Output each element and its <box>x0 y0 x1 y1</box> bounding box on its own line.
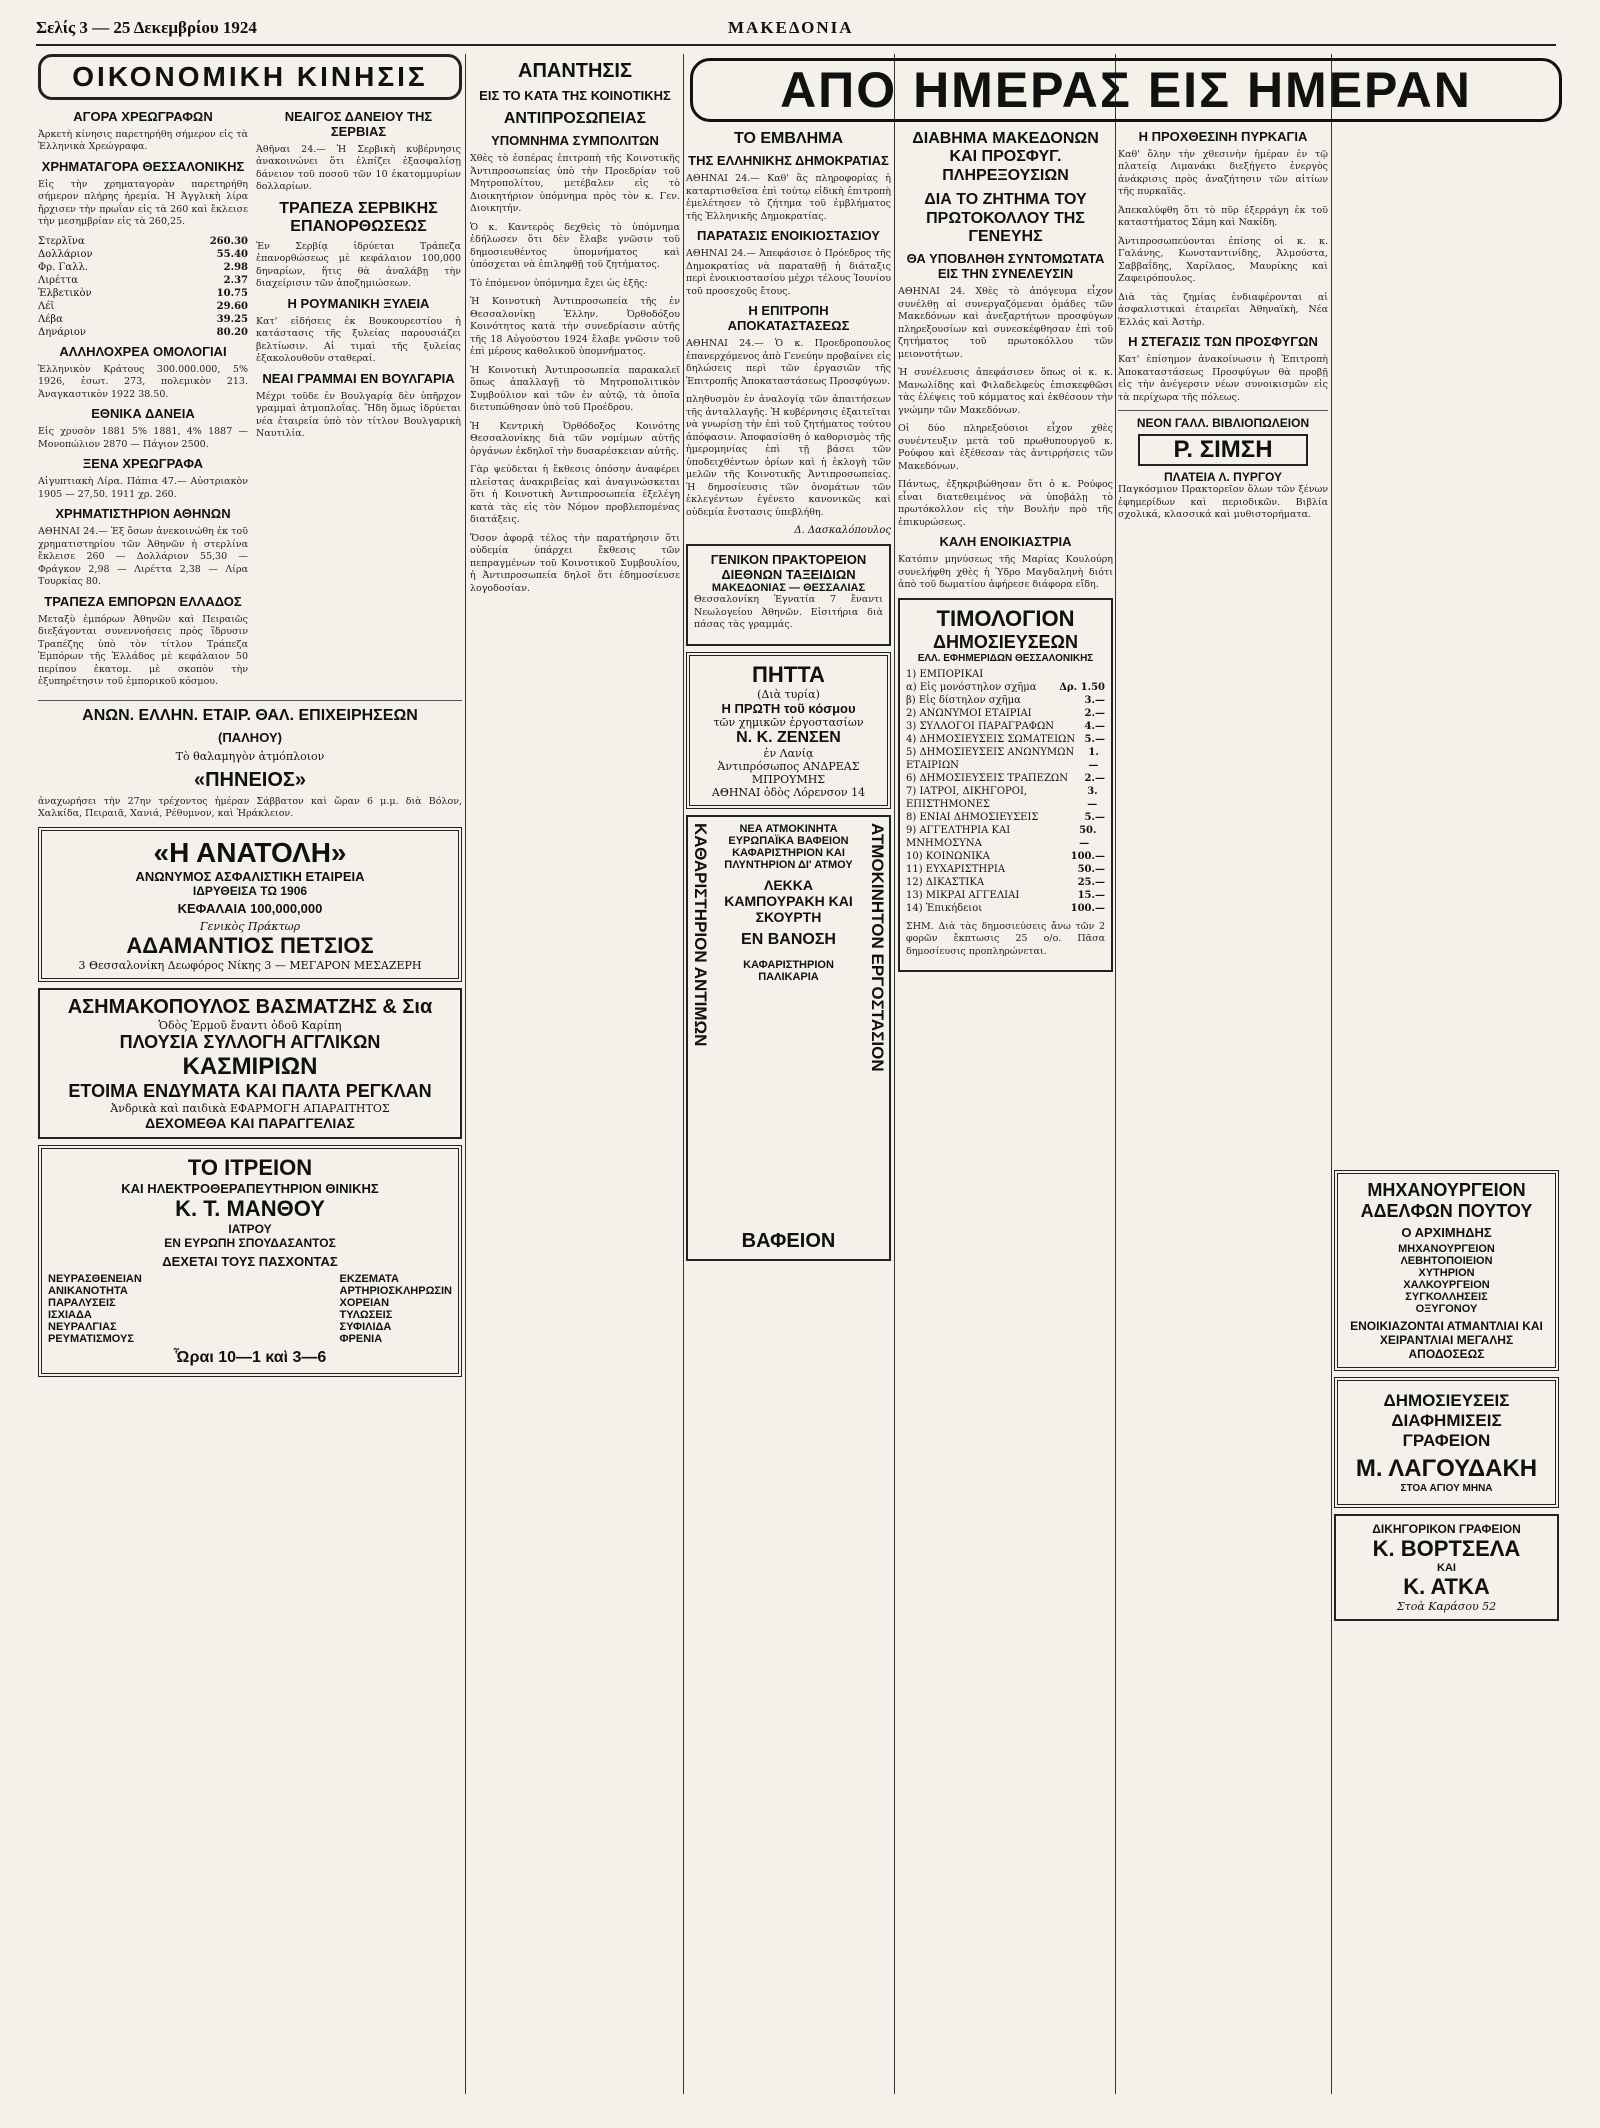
ad-subtitle: ΜΑΚΕΔΟΝΙΑΣ — ΘΕΣΣΑΛΙΑΣ <box>711 582 866 595</box>
tariff-row: α) Εἰς μονόστηλον σχῆμα Δρ. 1.50 <box>906 681 1105 693</box>
article-headline: Η ΕΠΙΤΡΟΠΗ ΑΠΟΚΑΤΑΣΤΑΣΕΩΣ <box>727 303 850 334</box>
article-subheading: ΕΙΣ ΤΟ ΚΑΤΑ ΤΗΣ ΚΟΙΝΟΤΙΚΗΣ <box>479 88 671 103</box>
ad-subtitle: (Διὰ τυρία) <box>757 687 820 701</box>
doctor-name: Κ. Τ. ΜΑΝΘΟΥ <box>175 1195 325 1221</box>
ad-text: ΚΑΦΑΡΙΣΤΗΡΙΟΝ ΠΑΛΙΚΑΡΙΑ <box>743 958 834 983</box>
issue-info: Σελίς 3 — 25 Δεκεμβρίου 1924 <box>36 18 257 37</box>
tariff-row: 1) ΕΜΠΟΡΙΚΑΙ <box>906 668 984 680</box>
column-divider <box>683 54 684 2094</box>
article-text: Χθὲς τὸ ἑσπέρας ἐπιτροπὴ τῆς Κοινοτικῆς Ἀντιπροσωπείας ὑπὸ τὴν Προεδρίαν τοῦ Μητροπολίτου, μετέβαλεν εἰς τὸ Διοικητήριον ὑπόμνημα πρὸς τὸν κ. Γεν. Διοικητήν. <box>470 153 680 215</box>
service-item: ΧΥΤΗΡΙΟΝ <box>1418 1267 1475 1279</box>
office-hours: Ὧραι 10—1 καὶ 3—6 <box>173 1348 327 1366</box>
article-text: Γὰρ ψεύδεται ἡ ἔκθεσις ὁπόσην ἀναφέρει πλείστας ἀνακριβείας καὶ ἀναγινώσκεται ὅτι ἡ Κοινοτικὴ Ἀντιπροσωπεία ἐξελέγη κατὰ τὰς εἰς τὸν Νόμον προβλεπομένας διατάξεις. <box>470 464 680 526</box>
section-heading: ΑΛΛΗΛΟΧΡΕΑ ΟΜΟΛΟΓΙΑΙ <box>59 343 227 359</box>
article-text: Ἑλληνικὸν Κράτους 300.000.000, 5% 1926, ἐσωτ. 273, πολεμικὸν 213. Ἀναγκαστικὸν 1922 38.50. <box>38 363 248 400</box>
article-text: Κατόπιν μηνύσεως τῆς Μαρίας Κουλούρη συνελήφθη χθὲς ἡ Ὑδρο Μαγδαληνὴ διότι ἀπὸ τοῦ δωματίου ἀφήρεσε διάφορα εἴδη. <box>898 554 1113 591</box>
ad-agent-name: ΑΔΑΜΑΝΤΙΟΣ ΠΕΤΣΙΟΣ <box>126 932 374 958</box>
lead-headline: ΔΙΑ ΤΟ ΖΗΤΗΜΑ ΤΟΥ ΠΡΩΤΟΚΟΛΛΟΥ ΤΗΣ ΓΕΝΕΥΗΣ <box>924 191 1087 245</box>
newspaper-name: ΜΑΚΕΔΟΝΙΑ <box>728 18 854 37</box>
ad-title: ΝΕΟΝ ΓΑΛΛ. ΒΙΒΛΙΟΠΩΛΕΙΟΝ <box>1136 416 1310 431</box>
article-text: Εἰς χρυσὸν 1881 5% 1881, 4% 1887 — Μονοπώλιον 2870 — Πάγιον 2500. <box>38 426 248 450</box>
ad-name: Ρ. ΣΙΜΣΗ <box>1138 434 1308 466</box>
rate-row: Δολλάριον 55.40 <box>38 248 248 260</box>
article-text: Ἀπεκαλύφθη ὅτι τὸ πῦρ ἐξερράγη ἐκ τοῦ καταστήματος Σάμη καὶ Νακίδη. <box>1118 204 1328 229</box>
article-headline: ΑΠΑΝΤΗΣΙΣ <box>518 60 632 82</box>
ad-year: ΙΔΡΥΘΕΙΣΑ ΤΩ 1906 <box>192 883 308 898</box>
service-item: ΧΑΛΚΟΥΡΓΕΙΟΝ <box>1403 1279 1490 1291</box>
tariff-row: 12) ΔΙΚΑΣΤΙΚΑ 25.— <box>906 876 1105 888</box>
rate-row: Λέϊ 29.60 <box>38 300 248 312</box>
condition-item: ΝΕΥΡΑΣΘΕΝΕΙΑΝ <box>48 1272 142 1285</box>
day-to-day-banner: ΑΠΟ ΗΜΕΡΑΣ ΕΙΣ ΗΜΕΡΑΝ <box>690 58 1562 122</box>
article-text: Εἰς τὴν χρηματαγορὰν παρετηρήθη σήμερον πλήρης ἠρεμία. Ἡ Ἀγγλικὴ λίρα ἤρχισεν τὴν πρωΐαν εἰς τὰ 260 καὶ ἔκλεισε τὴν μεσημβρίαν εἰς τὰ 260,25. <box>38 178 248 228</box>
ad-name: Μ. ΛΑΓΟΥΔΑΚΗ <box>1355 1455 1538 1482</box>
service-item: ΟΞΥΓΟΝΟΥ <box>1415 1303 1478 1315</box>
ad-text: ΝΕΑ ΑΤΜΟΚΙΝΗΤΑ ΕΥΡΩΠΑΪΚΑ ΒΑΦΕΙΟΝ ΚΑΦΑΡΙΣΤΗΡΙΟΝ ΚΑΙ ΠΛΥΝΤΗΡΙΟΝ ΔΙ' ΑΤΜΟΥ <box>724 822 853 871</box>
tariff-row: 10) ΚΟΙΝΩΝΙΚΑ 100.— <box>906 850 1105 862</box>
lawyer-name: Κ. ΒΟΡΤΣΕΛΑ <box>1372 1536 1521 1561</box>
ad-clinic <box>38 1145 462 1377</box>
economic-section-title: ΟΙΚΟΝΟΜΙΚΗ ΚΙΝΗΣΙΣ <box>38 54 462 100</box>
section-heading: ΤΡΑΠΕΖΑ ΣΕΡΒΙΚΗΣ ΕΠΑΝΟΡΘΩΣΕΩΣ <box>279 199 438 236</box>
article-subheading: ΑΝΤΙΠΡΟΣΩΠΕΙΑΣ <box>503 109 647 127</box>
tariff-row: 13) ΜΙΚΡΑΙ ΑΓΓΕΛΙΑΙ 15.— <box>906 889 1105 901</box>
article-text: Ἡ συνέλευσις ἀπεφάσισεν ὅπως οἱ κ. κ. Μανωλίδης καὶ Φιλαδελφεὺς ἐπισκεφθῶσι τὰς ἐλέψεις τοῦ κόμματος καὶ ἐκθέσουν τὴν γνώμην τῶν Μακεδόνων. <box>898 367 1113 416</box>
section-heading: ΧΡΗΜΑΤΑΓΟΡΑ ΘΕΣΣΑΛΟΝΙΚΗΣ <box>41 158 245 174</box>
article-text: Ἀντιπροσωπεύονται ἐπίσης οἱ κ. κ. Γαλάνης, Κωνσταντινίδης, Ἀλμούστα, Σαββαΐδης, Χαρίλαος, Μαυρίκης καὶ Ζαφειρόπουλος. <box>1118 235 1328 285</box>
rates-list <box>38 235 248 339</box>
ad-footer: ΒΑΦΕΙΟΝ <box>741 1229 836 1252</box>
ad-subtitle: ΔΙΑΦΗΜΙΣΕΙΣ <box>1391 1411 1502 1430</box>
ad-insurance <box>38 827 462 982</box>
ad-text: Τὸ θαλαμηγὸν ἀτμόπλοιον <box>175 749 325 763</box>
article-text: Ἀρκετὴ κίνησις παρετηρήθη σήμερον εἰς τὰ Ἑλληνικὰ Χρεώγραφα. <box>38 128 248 153</box>
article-headline: Η ΣΤΕΓΑΣΙΣ ΤΩΝ ΠΡΟΣΦΥΓΩΝ <box>1128 334 1318 350</box>
ads-column <box>1334 1164 1559 2094</box>
tariff-row: 7) ΙΑΤΡΟΙ, ΔΙΚΗΓΟΡΟΙ, ΕΠΙΣΤΗΜΟΝΕΣ 3.— <box>906 785 1098 810</box>
ad-text: Ὁδὸς Ἑρμοῦ ἔναντι ὁδοῦ Καρίπη <box>158 1018 342 1032</box>
article-text: Διὰ τὰς ζημίας ἐνδιαφέρονται αἱ ἀσφαλιστικαὶ ἑταιρεῖαι Ἀθηναϊκὴ, Νέα Ἑλλάς καὶ Ἀστὴρ. <box>1118 291 1328 328</box>
local-news-column <box>1118 124 1328 2094</box>
article-text: Ἡ Κεντρικὴ Ὀρθόδοξος Κοινότης Θεσσαλονίκης διὰ τῶν νομίμων αὐτῆς ὀργάνων ἐκδηλοῖ τὴν δυσαρέσκειαν αὐτῆς. <box>470 420 680 457</box>
rate-row: Στερλῖνα 260.30 <box>38 235 248 247</box>
ad-text: ΚΑΙ <box>1437 1562 1456 1574</box>
article-subheading: ΤΗΣ ΕΛΛΗΝΙΚΗΣ ΔΗΜΟΚΡΑΤΙΑΣ <box>688 153 889 169</box>
column-divider <box>465 54 466 2094</box>
article-subheading: ΥΠΟΜΝΗΜΑ ΣΥΜΠΟΛΙΤΩΝ <box>491 133 659 149</box>
article-text: Μέχρι τοῦδε ἐν Βουλγαρίᾳ δὲν ὑπῆρχον γραμμαὶ ἀτμοπλοΐας. Ἤδη ὅμως ἱδρύεται νέα ἑταιρεία ὑπὸ τὸν τίτλον Βουλγαρικὴ Ναυτιλία. <box>256 390 461 440</box>
article-text: Ἀθῆναι 24.— Ἡ Σερβικὴ κυβέρνησις ἀνακοινώνει ὅτι ἐλπίζει ἐξασφαλίσῃ δάνειον τοῦ ποσοῦ τῶν 10 ἑκατομμυρίων δολλαρίων. <box>256 143 461 193</box>
rate-row: Δηνάριον 80.20 <box>38 326 248 338</box>
ad-text: Ο ΑΡΧΙΜΗΔΗΣ <box>1401 1225 1492 1240</box>
ad-subtitle: ΑΝΩΝΥΜΟΣ ΑΣΦΑΛΙΣΤΙΚΗ ΕΤΑΙΡΕΙΑ <box>135 868 365 884</box>
condition-item: ΠΑΡΑΛΥΣΕΙΣ <box>48 1296 116 1309</box>
ad-text: Ἀνδρικὰ καὶ παιδικὰ ΕΦΑΡΜΟΓΗ ΑΠΑΡΑΙΤΗΤΟΣ <box>110 1101 390 1115</box>
ad-text: ΚΑΣΜΙΡΙΩΝ <box>182 1052 318 1080</box>
tariff-row: 14) Ἐπικήδειοι 100.— <box>906 902 1105 914</box>
tariff-row: 5) ΔΗΜΟΣΙΕΥΣΕΙΣ ΑΝΩΝΥΜΩΝ ΕΤΑΙΡΙΩΝ 1.— <box>906 746 1099 771</box>
ad-text: ἐν Λανίᾳ <box>763 746 814 760</box>
ad-label: Γενικὸς Πράκτωρ <box>199 919 301 933</box>
ad-text: Ἀντιπρόσωπος ΑΝΔΡΕΑΣ ΜΠΡΟΥΜΗΣ <box>717 759 860 786</box>
tariff-title: ΤΙΜΟΛΟΓΙΟΝ <box>936 605 1075 631</box>
ad-text: ΑΘΗΝΑΙ ὁδὸς Λόρενσον 14 <box>711 785 866 799</box>
ad-address: ΠΛΑΤΕΙΑ Λ. ΠΥΡΓΟΥ <box>1163 470 1283 485</box>
divider <box>1118 410 1328 411</box>
ad-text: ΕΝ ΕΥΡΩΠΗ ΣΠΟΥΔΑΣΑΝΤΟΣ <box>164 1235 336 1250</box>
ad-clothing <box>38 988 462 1139</box>
section-heading: ΤΡΑΠΕΖΑ ΕΜΠΟΡΩΝ ΕΛΛΑΔΟΣ <box>44 593 242 609</box>
ad-law-office <box>1334 1514 1559 1621</box>
ad-vertical-text: ΚΑΘΑΡΙΣΤΗΡΙΟΝ ΑΝΤΙΜΩΝ <box>691 822 710 1047</box>
ad-title: ΓΕΝΙΚΟΝ ΠΡΑΚΤΟΡΕΙΟΝ <box>710 552 867 568</box>
article-text: Καθ' ὅλην τὴν χθεσινὴν ἡμέραν ἐν τῷ πλατείᾳ Λιμανάκι διεξήγετο ἐνεργὸς ἀνάκρισις πρὸς ἀναζήτησιν τῶν αἰτίων τῆς πυρκαϊᾶς. <box>1118 148 1328 198</box>
ad-capital: ΚΕΦΑΛΑΙΑ 100,000,000 <box>177 900 323 916</box>
condition-item: ΣΥΦΙΛΙΔΑ <box>339 1320 392 1333</box>
ad-travel-agency <box>686 544 891 646</box>
ad-text: ἀναχωρήσει τὴν 27ην τρέχοντος ἡμέραν Σάββατον καὶ ὥραν 6 μ.μ. διὰ Βόλον, Χαλκίδα, Πειραιᾶ, Χανιά, Ρέθυμνον, καὶ Ἡράκλειον. <box>38 795 462 820</box>
lawyer-name: Κ. ΑΤΚΑ <box>1403 1574 1490 1599</box>
section-heading: ΕΘΝΙΚΑ ΔΑΝΕΙΑ <box>91 406 195 422</box>
ad-text: ΕΤΟΙΜΑ ΕΝΔΥΜΑΤΑ ΚΑΙ ΠΑΛΤΑ ΡΕΓΚΛΑΝ <box>68 1080 432 1101</box>
rate-row: Ἐλβετικὸν 10.75 <box>38 287 248 299</box>
service-item: ΛΕΒΗΤΟΠΟΙΕΙΟΝ <box>1400 1255 1493 1267</box>
condition-item: ΕΚΖΕΜΑΤΑ <box>339 1272 399 1285</box>
section-heading: Η ΡΟΥΜΑΝΙΚΗ ΞΥΛΕΙΑ <box>287 295 430 311</box>
section-heading: ΧΡΗΜΑΤΙΣΤΗΡΙΟΝ ΑΘΗΝΩΝ <box>55 506 231 522</box>
article-text: Ὁ κ. Καντερὸς δεχθεὶς τὸ ὑπόμνημα ἐδήλωσεν ὅτι δὲν ἔλαβε γνῶσιν τοῦ δημοσιευθέντος ὑπομνήματος καὶ ὑπόσχεται νὰ ἐπιληφθῇ τοῦ ζητήματος. <box>470 221 680 271</box>
lead-story-column <box>898 124 1113 2094</box>
ad-subtitle: ΓΡΑΦΕΙΟΝ <box>1402 1431 1491 1450</box>
ad-title: ΔΗΜΟΣΙΕΥΣΕΙΣ <box>1383 1391 1510 1410</box>
masthead-rule <box>36 44 1556 46</box>
ad-title: ΤΟ ΙΤΡΕΙΟΝ <box>187 1154 313 1180</box>
article-text: πληθυσμὸν ἐν ἀναλογίᾳ τῶν ἀπαιτήσεων τῆς ἀνταλλαγῆς. Ἡ κυβέρνησις ἐξαιτεῖται νὰ γνωρίσῃ τὴν ἐπὶ τοῦ ζητήματος τούτου ἀπόφασιν. Ἀποφασίσθη ὁ καθορισμὸς τῆς ἡμερομηνίας ἐπὶ τῇ βάσει τῶν ὑποδειχθέντων ὁρίων καὶ ἡ ἐκλογὴ τῶν μελῶν τῆς Κοινοτικῆς Ἀντιπροσωπείας. Ἡ δημοσίευσις τῶν ὀνομάτων τῶν ἐκλεγέντων ἐγένετο κανονικῶς καὶ οὐδεμία ἔνστασις ὑπεβλήθη. <box>686 394 891 518</box>
ad-subtitle: ΕΝ ΒΑΝΟΣΗ <box>741 930 836 948</box>
tariff-subtitle: ΔΗΜΟΣΙΕΥΣΕΩΝ <box>933 631 1078 652</box>
condition-item: ΑΡΤΗΡΙΟΣΚΛΗΡΩΣΙΝ <box>339 1284 452 1297</box>
section-heading: ΝΕΑΙ ΓΡΑΜΜΑΙ ΕΝ ΒΟΥΛΓΑΡΙΑ <box>262 370 455 386</box>
ad-address: 3 Θεσσαλονίκη Δεωφόρος Νίκης 3 — ΜΕΓΑΡΟΝ ΜΕΣΑΖΕΡΗ <box>78 958 422 972</box>
article-text: Ὅσον ἀφορᾷ τέλος τὴν παρατήρησιν ὅτι οὐδεμία ὑπάρχει ἔκθεσις τῶν πεπραγμένων τοῦ Κοινοτικοῦ Συμβουλίου, ἡ Ἀντιπροσωπεία δηλοῖ ὅτι ἐδημοσίευσε λογοδοσίαν. <box>470 532 680 594</box>
ad-bookshop <box>1118 416 1328 522</box>
ad-subtitle: ΔΙΕΘΝΩΝ ΤΑΞΕΙΔΙΩΝ <box>721 567 856 583</box>
tariff-row: 6) ΔΗΜΟΣΙΕΥΣΕΙΣ ΤΡΑΠΕΖΩΝ 2.— <box>906 772 1105 784</box>
article-headline: ΤΟ ΕΜΒΛΗΜΑ <box>733 130 844 147</box>
reply-column <box>470 54 680 2094</box>
ad-text: Η ΠΡΩΤΗ τοῦ κόσμου <box>721 700 856 716</box>
conditions-list <box>48 1273 452 1345</box>
article-text: ΑΘΗΝΑΙ 24.— Ὁ κ. Προεδροπουλος ἐπανερχόμενος ἀπὸ Γενεύην προβαίνει εἰς δηλώσεις περὶ τῶν ἐργασιῶν τῆς Ἐπιτροπῆς Ἀποκαταστάσεως Προσφύγων. <box>686 338 891 387</box>
article-headline: Η ΠΡΟΧΘΕΣΙΝΗ ΠΥΡΚΑΓΙΑ <box>1138 129 1308 144</box>
column-divider <box>894 54 895 2094</box>
article-text: Ἡ Κοινοτικὴ Ἀντιπροσωπεία παρακαλεῖ ὅπως ἀπαλλαγῇ τὸ Μητροπολιτικὸν Συμβούλιον καὶ τῶν ἐν αὐτῷ, τὰ ὁποῖα διετυπώθησαν ὑπὸ τοῦ Προέδρου. <box>470 364 680 414</box>
ad-subtitle: (ΠΑΛΗΟΥ) <box>218 729 282 745</box>
section-heading: ΝΕΑΙΓΟΣ ΔΑΝΕΙΟΥ ΤΗΣ ΣΕΡΒΙΑΣ <box>284 109 433 139</box>
tariff-row: 9) ΑΓΓΕΛΤΗΡΙΑ ΚΑΙ ΜΝΗΜΟΣΥΝΑ 50.— <box>906 824 1097 849</box>
condition-item: ΦΡΕΝΙΑ <box>339 1332 383 1345</box>
divider <box>38 700 462 701</box>
ad-machine-shop <box>1334 1170 1559 1371</box>
ad-text: ΔΕΧΟΜΕΘΑ ΚΑΙ ΠΑΡΑΓΓΕΛΙΑΣ <box>145 1114 355 1131</box>
ad-footer: ΕΝΟΙΚΙΑΖΟΝΤΑΙ ΑΤΜΑΝΤΛΙΑΙ ΚΑΙ ΧΕΙΡΑΝΤΛΙΑΙ ΜΕΓΑΛΗΣ ΑΠΟΔΟΣΕΩΣ <box>1350 1319 1543 1361</box>
economic-column <box>38 54 462 2094</box>
rate-row: Λέβα 39.25 <box>38 313 248 325</box>
newspaper-page <box>18 14 1578 2094</box>
tariff-row: 4) ΔΗΜΟΣΙΕΥΣΕΙΣ ΣΩΜΑΤΕΙΩΝ 5.— <box>906 733 1105 745</box>
tariff-row: 2) ΑΝΩΝΥΜΟΙ ΕΤΑΙΡΙΑΙ 2.— <box>906 707 1105 719</box>
condition-item: ΙΣΧΙΑΔΑ <box>48 1308 92 1321</box>
ad-cleaners <box>686 815 891 1261</box>
ad-title: ΑΝΩΝ. ΕΛΛΗΝ. ΕΤΑΙΡ. ΘΑΛ. ΕΠΙΧΕΙΡΗΣΕΩΝ <box>82 706 418 724</box>
article-text: ΑΘΗΝΑΙ 24.— Καθ' ἃς πληροφορίας ἡ καταρτισθεῖσα ἐπὶ τούτῳ εἰδικὴ ἐπιτροπὴ ἐμελέτησεν τὸ ζήτημα τοῦ ἐμβλήματος τῆς Ἑλληνικῆς Δημοκρατίας. <box>686 173 891 222</box>
ad-text: ΔΕΧΕΤΑΙ ΤΟΥΣ ΠΑΣΧΟΝΤΑΣ <box>162 1253 338 1269</box>
article-text: Αἰγυπτιακὴ Λίρα. Πάπια 47.— Αὐστριακὸν 1905 — 27,50. 1911 χρ. 260. <box>38 476 248 500</box>
ad-text: Παγκόσμιον Πρακτορεῖον ὅλων τῶν ξένων ἐφημερίδων καὶ περιοδικῶν. Βιβλία σχολικά, κλασσικά καὶ μυθιστορήματα. <box>1118 484 1328 521</box>
ad-subtitle: ΚΑΙ ΗΛΕΚΤΡΟΘΕΡΑΠΕΥΤΗΡΙΟΝ ΘΙΝΙΚΗΣ <box>121 1180 379 1196</box>
condition-item: ΧΟΡΕΙΑΝ <box>339 1296 390 1309</box>
condition-item: ΤΥΛΩΣΕΙΣ <box>339 1308 393 1321</box>
ad-title: ΜΗΧΑΝΟΥΡΓΕΙΟΝ <box>1367 1180 1526 1200</box>
article-headline: ΚΑΛΗ ΕΝΟΙΚΙΑΣΤΡΙΑ <box>939 534 1072 550</box>
tariff-row: β) Εἰς δίστηλον σχῆμα 3.— <box>906 694 1105 706</box>
ad-text: Ν. Κ. ΖΕΝΣΕΝ <box>736 728 841 746</box>
condition-item: ΑΝΙΚΑΝΟΤΗΤΑ <box>48 1284 128 1297</box>
ad-text: ΙΑΤΡΟΥ <box>228 1221 272 1236</box>
ad-title: ΔΙΚΗΓΟΡΙΚΟΝ ΓΡΑΦΕΙΟΝ <box>1372 1522 1521 1536</box>
rate-row: Φρ. Γαλλ. 2.98 <box>38 261 248 273</box>
ad-text: Θεσσαλονίκη Ἐγνατία 7 ἔναντι Νεωλογείου Ἀθηνῶν. Εἰσιτήρια διὰ πάσας τὰς γραμμάς. <box>694 594 883 631</box>
ad-vertical-text: ΑΤΜΟΚΙΝΗΤΟΝ ΕΡΓΟΣΤΑΣΙΟΝ <box>868 822 887 1072</box>
article-text: ΑΘΗΝΑΙ 24. Χθὲς τὸ ἀπόγευμα εἶχον συνέλθῃ αἱ συνεργαζόμεναι ὁμάδες τῶν Μακεδόνων καὶ ἀνεξαρτήτων προσφύγων πληρεξουσίων καὶ συνεσκέφθησαν ἐπὶ τοῦ ζητήματος τοῦ πρωτοκόλλου τῶν μειονοτήτων. <box>898 286 1113 360</box>
column-divider <box>1115 54 1116 2094</box>
ad-advertising-office <box>1334 1377 1559 1508</box>
tariff-row: 3) ΣΥΛΛΟΓΟΙ ΠΑΡΑΓΡΑΦΩΝ 4.— <box>906 720 1105 732</box>
article-text: Πάντως, ἐξηκριβώθησαν ὅτι ὁ κ. Ρούφος εἶναι διατεθειμένος νὰ ὑποβάλῃ τὸ πρωτόκολλον εἰς τὴν Βουλήν πρὸ τῆς ἐπικυρώσεως. <box>898 479 1113 528</box>
article-text: ΑΘΗΝΑΙ 24.— Ἐξ ὅσων ἀνεκοινώθη ἐκ τοῦ χρηματιστηρίου τῶν Ἀθηνῶν ἡ στερλίνα ἔκλεισε 260 — Δολλάριον 55,30 — Φράγκον 2,98 — Λιρέττα 2,38 — Λίρα Τουρκίας 80. <box>38 526 248 588</box>
article-text: Τὸ ἐπόμενον ὑπόμνημα ἔχει ὡς ἑξῆς: <box>470 277 648 289</box>
service-item: ΜΗΧΑΝΟΥΡΓΕΙΟΝ <box>1398 1243 1495 1255</box>
tariff-subtitle: ΕΛΛ. ΕΦΗΜΕΡΙΔΩΝ ΘΕΣΣΑΛΟΝΙΚΗΣ <box>917 652 1094 664</box>
signature: Δ. Δασκαλόπουλος <box>794 525 891 537</box>
article-text: Ἐν Σερβίᾳ ἱδρύεται Τράπεζα ἐπανορθώσεως μὲ κεφάλαιον 100,000 δηναρίων, ἥτις θὰ ἀναλάβῃ τὴν διαχείρισιν τῶν ἀποζημιώσεων. <box>256 240 461 290</box>
ad-title: ΛΕΚΚΑ ΚΑΜΠΟΥΡΑΚΗ ΚΑΙ ΣΚΟΥΡΤΗ <box>724 876 853 925</box>
article-text: Κατ' εἰδήσεις ἐκ Βουκουρεστίου ἡ κατάστασις τῆς ξυλείας παρουσιάζει βελτίωσιν. Αἱ τιμαὶ τῆς ξυλείας ἐξακολουθοῦν σταθεραί. <box>256 315 461 365</box>
ad-title: ΠΗΤΤΑ <box>752 661 825 687</box>
tariff-row: 8) ΕΝΙΑΙ ΔΗΜΟΣΙΕΥΣΕΙΣ 5.— <box>906 811 1105 823</box>
article-headline: ΠΑΡΑΤΑΣΙΣ ΕΝΟΙΚΙΟΣΤΑΣΙΟΥ <box>697 228 880 244</box>
ad-subtitle: ΑΔΕΛΦΩΝ ΠΟΥΤΟΥ <box>1360 1201 1533 1221</box>
masthead <box>18 14 1578 42</box>
ad-title: «Η ΑΝΑΤΟΛΗ» <box>153 836 347 868</box>
rate-row: Λιρέττα 2.37 <box>38 274 248 286</box>
article-text: Ἡ Κοινοτικὴ Ἀντιπροσωπεία τῆς ἐν Θεσσαλονίκῃ Ἑλλην. Ὀρθοδόξου Κοινότητος κατὰ τὴν συνεδρίασιν αὐτῆς τῆς 18 Αὐγούστου 1924 ἔλαβε γνῶσιν τοῦ ἐπὶ μέρους καθολικοῦ ὑπομνήματος. <box>470 296 680 358</box>
ad-shipping <box>38 707 462 821</box>
ad-text: ΠΛΟΥΣΙΑ ΣΥΛΛΟΓΗ ΑΓΓΛΙΚΩΝ <box>119 1031 381 1052</box>
condition-item: ΡΕΥΜΑΤΙΣΜΟΥΣ <box>48 1332 134 1345</box>
article-text: Οἱ δύο πληρεξούσιοι εἶχον χθὲς συνέντευξιν μετὰ τοῦ πρωθυπουργοῦ κ. Ρούφου καὶ ἐξέθεσαν τὰς ἀντιρρήσεις τῶν Μακεδόνων. <box>898 423 1113 472</box>
section-heading: ΞΕΝΑ ΧΡΕΩΓΡΑΦΑ <box>82 456 204 472</box>
ship-name: «ΠΗΝΕΙΟΣ» <box>193 768 307 791</box>
column-divider <box>1331 54 1332 2094</box>
service-item: ΣΥΓΚΟΛΛΗΣΕΙΣ <box>1405 1291 1488 1303</box>
article-text: Μεταξὺ ἐμπόρων Ἀθηνῶν καὶ Πειραιῶς διεξάγονται συνεννοήσεις πρὸς ἵδρυσιν Τραπέζης ὑπὸ τὸν τίτλον Τράπεζα Ἐμπόρων τῆς Ἑλλάδος μὲ κεφάλαιον 50 περίπου ἑκατομ. μὲ σκοπὸν τὴν ἐξυπηρέτησιν τοῦ ἐμπορικοῦ κόσμου. <box>38 613 248 688</box>
lead-headline: ΔΙΑΒΗΜΑ ΜΑΚΕΔΟΝΩΝ ΚΑΙ ΠΡΟΣΦΥΓ. ΠΛΗΡΕΞΟΥΣΙΩΝ <box>912 130 1099 184</box>
condition-item: ΝΕΥΡΑΛΓΙΑΣ <box>48 1320 117 1333</box>
ad-title: ΑΣΗΜΑΚΟΠΟΥΛΟΣ ΒΑΣΜΑΤΖΗΣ & Σια <box>67 995 433 1018</box>
ad-pitta <box>686 652 891 809</box>
news-column <box>686 124 891 2094</box>
tariff-table <box>898 598 1113 973</box>
article-text: Κατ' ἐπίσημον ἀνακοίνωσιν ἡ Ἐπιτροπὴ Ἀποκαταστάσεως Προσφύγων θὰ προβῇ εἰς τὴν ἀνέγερσιν νέων συνοικισμῶν εἰς τὰ περίχωρα τῆς πόλεως. <box>1118 354 1328 403</box>
tariff-row: 11) ΕΥΧΑΡΙΣΤΗΡΙΑ 50.— <box>906 863 1105 875</box>
ad-address: Στοὰ Καράσου 52 <box>1396 1600 1497 1613</box>
tariff-note: ΣΗΜ. Διὰ τὰς δημοσιεύσεις ἄνω τῶν 2 φορῶν ἔκπτωσις 25 ο/ο. Πᾶσα δημοσίευσις προπληρώνεται. <box>906 920 1105 957</box>
lead-subheading: ΘΑ ΥΠΟΒΛΗΘΗ ΣΥΝΤΟΜΩΤΑΤΑ ΕΙΣ ΤΗΝ ΣΥΝΕΛΕΥΣΙΝ <box>906 251 1105 282</box>
ad-address: ΣΤΟΑ ΑΓΙΟΥ ΜΗΝΑ <box>1400 1483 1493 1494</box>
ad-text: τῶν χημικῶν ἐργοστασίων <box>713 715 864 729</box>
section-heading: ΑΓΟΡΑ ΧΡΕΩΓΡΑΦΩΝ <box>73 109 213 124</box>
article-text: ΑΘΗΝΑΙ 24.— Ἀπεφάσισε ὁ Πρόεδρος τῆς Δημοκρατίας νὰ παραταθῇ ἡ διάταξις περὶ ἐνοικιοστασίου μέχρι τέλους Ἰουνίου τοῦ προσεχοῦς ἔτους. <box>686 248 891 297</box>
